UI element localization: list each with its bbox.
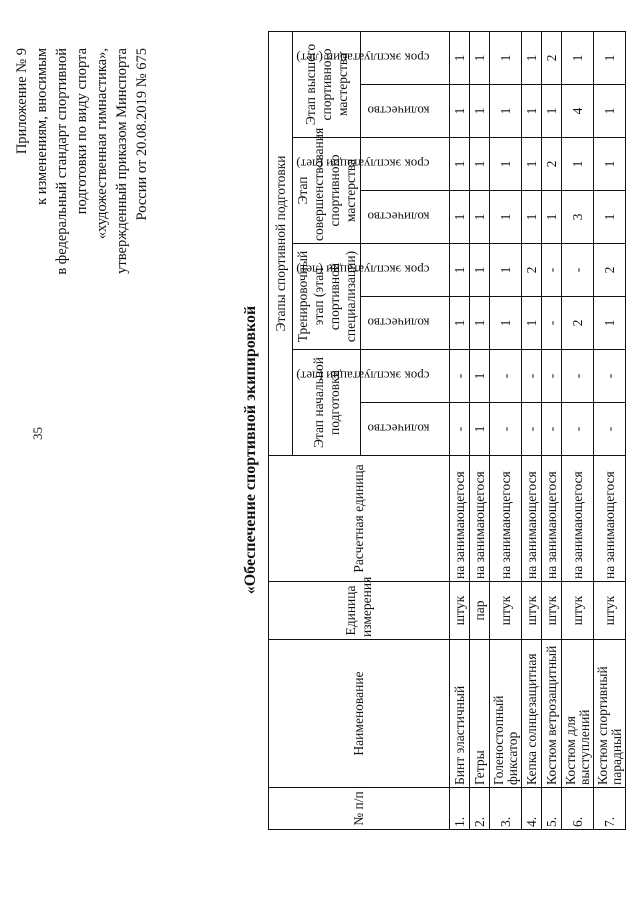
row-name: Костюм спортивный парадный	[594, 640, 626, 788]
header-quantity: количество	[361, 297, 450, 350]
cell-value: 1	[522, 138, 542, 191]
cell-value: -	[562, 350, 594, 403]
row-calc-unit: на занимающегося	[542, 456, 562, 582]
header-stage-highest: Этап высшего спортивного мастерства	[293, 31, 361, 137]
cell-value: 1	[470, 403, 490, 456]
cell-value: 1	[594, 85, 626, 138]
table-row	[594, 31, 626, 829]
row-unit: штук	[490, 582, 522, 640]
row-name: Кепка солнцезащитная	[522, 640, 542, 788]
cell-value: 1	[490, 244, 522, 297]
table-row	[470, 31, 490, 829]
header-stage-initial: Этап начальной подготовки	[293, 350, 361, 456]
cell-value: 1	[542, 85, 562, 138]
row-calc-unit: на занимающегося	[470, 456, 490, 582]
cell-value: 1	[594, 297, 626, 350]
cell-value: 1	[450, 244, 470, 297]
header-term: срок эксплуатации (лет)	[361, 31, 450, 84]
header-calc-unit: Расчетная единица	[269, 456, 450, 582]
row-unit: штук	[594, 582, 626, 640]
cell-value: -	[594, 403, 626, 456]
row-unit: штук	[522, 582, 542, 640]
appendix-line: России от 20.08.2019 № 675	[134, 48, 150, 221]
row-unit: штук	[542, 582, 562, 640]
cell-value: 1	[470, 297, 490, 350]
cell-value: 2	[542, 31, 562, 84]
header-term: срок эксплуатации (лет)	[361, 244, 450, 297]
cell-value: 1	[542, 191, 562, 244]
table-row	[542, 31, 562, 829]
cell-value: 1	[522, 191, 542, 244]
cell-value: 1	[490, 31, 522, 84]
header-quantity: количество	[361, 85, 450, 138]
appendix-line: к изменениям, вносимым	[34, 48, 50, 205]
cell-value: 1	[490, 297, 522, 350]
cell-value: -	[490, 350, 522, 403]
table-row	[522, 31, 542, 829]
cell-value: 1	[490, 191, 522, 244]
appendix-line: подготовки по виду спорта	[74, 48, 90, 215]
cell-value: -	[450, 403, 470, 456]
appendix-line: Приложение № 9	[14, 48, 30, 155]
cell-value: 1	[470, 138, 490, 191]
cell-value: 1	[450, 191, 470, 244]
header-quantity: количество	[361, 403, 450, 456]
appendix-line: утвержденный приказом Минспорта	[114, 48, 130, 274]
row-unit: штук	[562, 582, 594, 640]
row-calc-unit: на занимающегося	[490, 456, 522, 582]
cell-value: 1	[490, 85, 522, 138]
row-number: 7.	[594, 788, 626, 830]
row-unit: штук	[450, 582, 470, 640]
header-name: Наименование	[269, 640, 450, 788]
header-stages-group: Этапы спортивной подготовки	[269, 31, 293, 455]
row-name: Бинт эластичный	[450, 640, 470, 788]
appendix-line: в федеральный стандарт спортивной	[54, 48, 70, 275]
document-title: «Обеспечение спортивной экипировкой	[242, 305, 259, 595]
header-number: № п/п	[269, 788, 450, 830]
cell-value: 2	[522, 244, 542, 297]
header-unit: Единица измерения	[269, 582, 450, 640]
row-calc-unit: на занимающегося	[450, 456, 470, 582]
cell-value: -	[542, 403, 562, 456]
cell-value: 1	[450, 297, 470, 350]
cell-value: -	[562, 403, 594, 456]
rotated-page-content	[4, 30, 634, 870]
row-number: 4.	[522, 788, 542, 830]
cell-value: 1	[522, 297, 542, 350]
table-row	[562, 31, 594, 829]
header-stage-training: Тренировочный этап (этап спортивной специализации)	[293, 244, 361, 350]
cell-value: 1	[522, 85, 542, 138]
cell-value: 1	[522, 31, 542, 84]
cell-value: 4	[562, 85, 594, 138]
row-unit: пар	[470, 582, 490, 640]
cell-value: 1	[594, 191, 626, 244]
row-name: Костюм ветрозащитный	[542, 640, 562, 788]
row-calc-unit: на занимающегося	[594, 456, 626, 582]
row-number: 5.	[542, 788, 562, 830]
row-number: 3.	[490, 788, 522, 830]
table-row	[490, 31, 522, 829]
header-stage-improvement: Этап совершенствования спортивного мастерства	[293, 138, 361, 244]
cell-value: 1	[594, 31, 626, 84]
cell-value: 1	[490, 138, 522, 191]
appendix-block	[12, 48, 152, 368]
cell-value: -	[542, 297, 562, 350]
cell-value: 2	[542, 138, 562, 191]
cell-value: 1	[470, 350, 490, 403]
cell-value: 1	[450, 138, 470, 191]
cell-value: 1	[470, 191, 490, 244]
cell-value: -	[450, 350, 470, 403]
row-calc-unit: на занимающегося	[562, 456, 594, 582]
page-number: 35	[30, 427, 45, 440]
cell-value: 1	[470, 244, 490, 297]
row-number: 2.	[470, 788, 490, 830]
cell-value: 3	[562, 191, 594, 244]
cell-value: 1	[450, 31, 470, 84]
row-name: Костюм для выступлений	[562, 640, 594, 788]
cell-value: -	[490, 403, 522, 456]
equipment-table	[268, 31, 626, 830]
row-name: Гетры	[470, 640, 490, 788]
cell-value: -	[522, 403, 542, 456]
cell-value: 1	[450, 85, 470, 138]
cell-value: 1	[594, 138, 626, 191]
cell-value: -	[542, 350, 562, 403]
cell-value: -	[522, 350, 542, 403]
cell-value: 1	[470, 85, 490, 138]
header-term: срок эксплуатации (лет)	[361, 138, 450, 191]
cell-value: -	[542, 244, 562, 297]
cell-value: 1	[562, 138, 594, 191]
table-row	[450, 31, 470, 829]
row-number: 1.	[450, 788, 470, 830]
appendix-line: «художественная гимнастика»,	[94, 48, 110, 240]
cell-value: -	[562, 244, 594, 297]
cell-value: 1	[562, 31, 594, 84]
row-number: 6.	[562, 788, 594, 830]
cell-value: -	[594, 350, 626, 403]
header-quantity: количество	[361, 191, 450, 244]
cell-value: 2	[562, 297, 594, 350]
cell-value: 2	[594, 244, 626, 297]
row-name: Голеностопный фиксатор	[490, 640, 522, 788]
cell-value: 1	[470, 31, 490, 84]
row-calc-unit: на занимающегося	[522, 456, 542, 582]
header-term: срок эксплуатации (лет)	[361, 350, 450, 403]
